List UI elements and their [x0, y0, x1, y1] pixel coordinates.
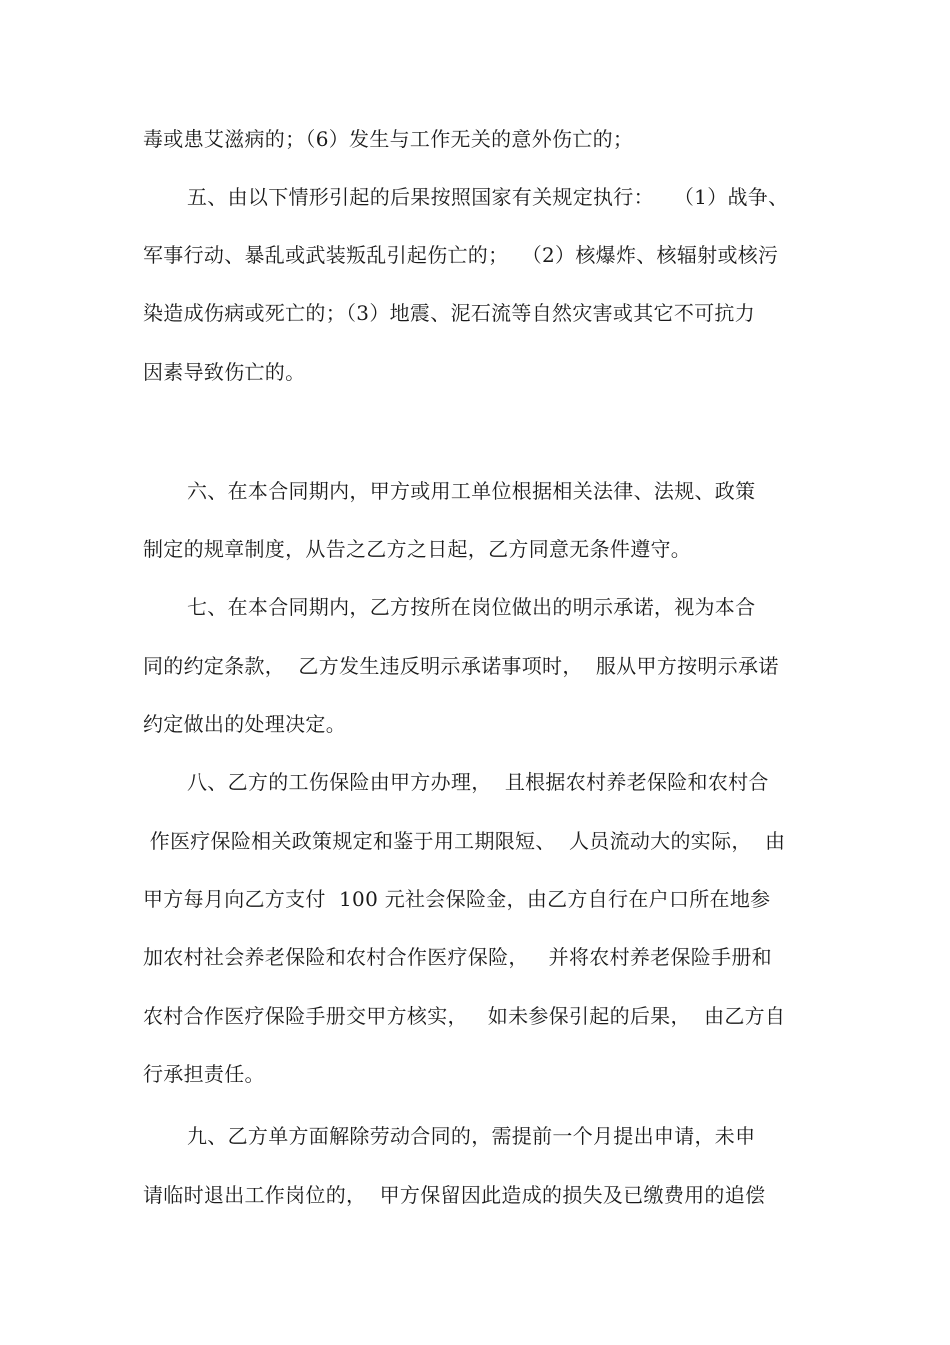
text-line: 加农村社会养老保险和农村合作医疗保险， 并将农村养老保险手册和 — [143, 945, 772, 969]
text-line: 五、由以下情形引起的后果按照国家有关规定执行： （1）战争、 — [187, 185, 789, 209]
text-line: 军事行动、暴乱或武装叛乱引起伤亡的； （2）核爆炸、核辐射或核污 — [143, 243, 779, 267]
text-line: 约定做出的处理决定。 — [143, 712, 346, 736]
text-line: 作医疗保险相关政策规定和鉴于用工期限短、 人员流动大的实际， 由 — [143, 829, 786, 853]
text-line: 七、在本合同期内，乙方按所在岗位做出的明示承诺，视为本合 — [187, 595, 756, 619]
text-line: 同的约定条款， 乙方发生违反明示承诺事项时， 服从甲方按明示承诺 — [143, 654, 779, 678]
text-line: 制定的规章制度，从告之乙方之日起，乙方同意无条件遵守。 — [143, 537, 692, 561]
text-line: 八、乙方的工伤保险由甲方办理， 且根据农村养老保险和农村合 — [187, 770, 769, 794]
text-line: 因素导致伤亡的。 — [143, 360, 306, 384]
text-line: 九、乙方单方面解除劳动合同的，需提前一个月提出申请，未申 — [187, 1124, 756, 1148]
text-line: 毒或患艾滋病的；（6）发生与工作无关的意外伤亡的； — [143, 127, 634, 151]
text-line: 六、在本合同期内，甲方或用工单位根据相关法律、法规、政策 — [187, 479, 756, 503]
text-line: 请临时退出工作岗位的， 甲方保留因此造成的损失及已缴费用的追偿 — [143, 1183, 766, 1207]
text-line: 农村合作医疗保险手册交甲方核实， 如未参保引起的后果， 由乙方自 — [143, 1004, 786, 1028]
text-line: 甲方每月向乙方支付 100 元社会保险金，由乙方自行在户口所在地参 — [143, 887, 771, 911]
text-line: 染造成伤病或死亡的；（3）地震、泥石流等自然灾害或其它不可抗力 — [143, 301, 756, 325]
text-line: 行承担责任。 — [143, 1062, 265, 1086]
